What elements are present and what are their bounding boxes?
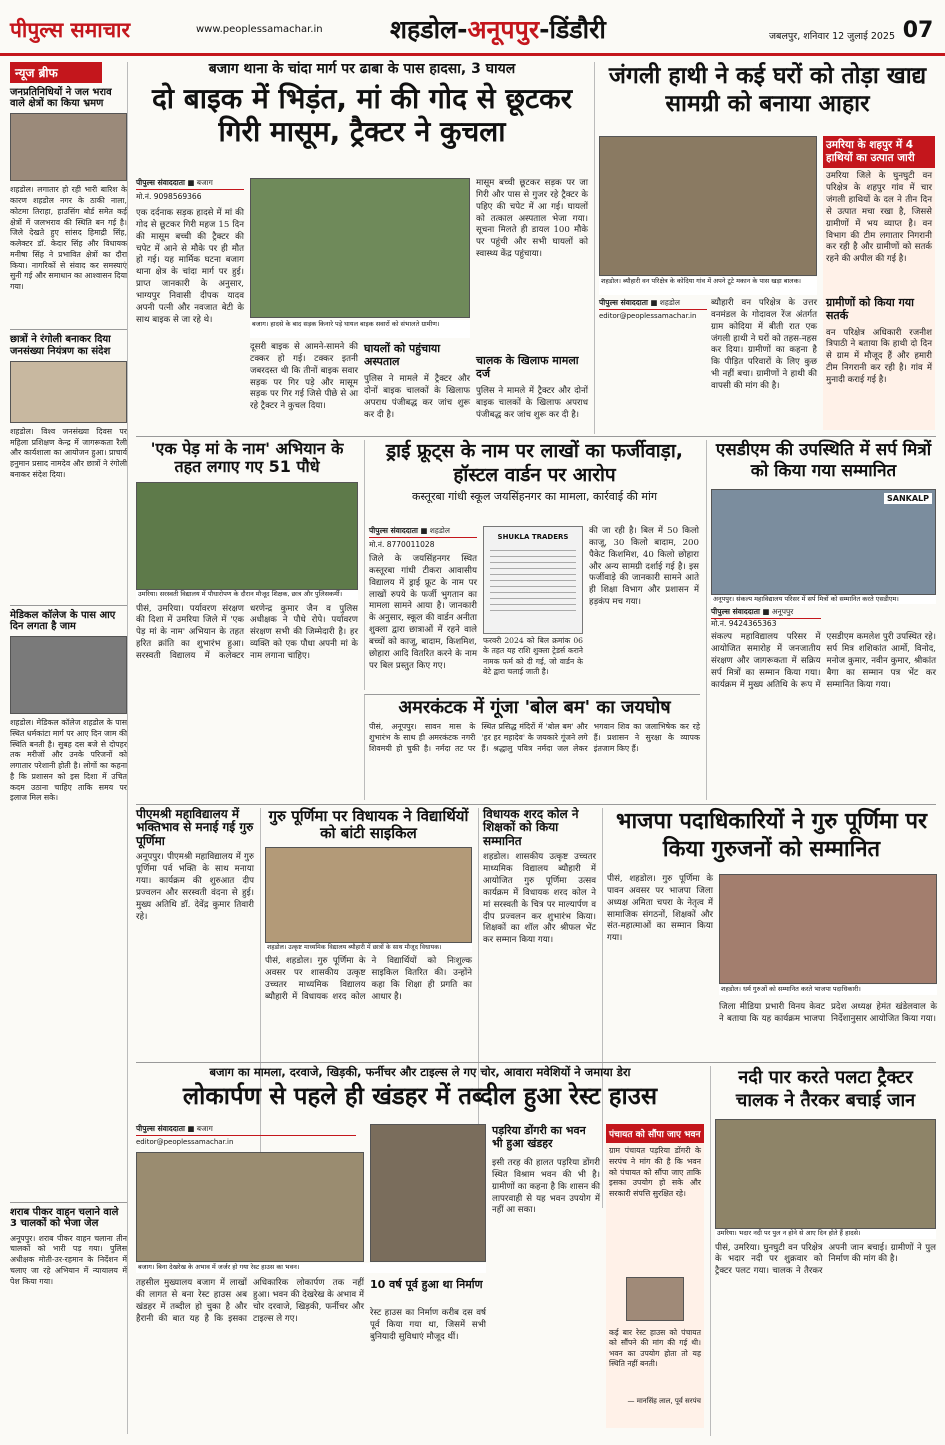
a10-caption: शहडोल। धर्म गुरुओं को सम्मानित करते भाजपा पदाधिकारी। [719, 985, 937, 995]
article-bike-accident [136, 62, 588, 434]
brief2-title: छात्रों ने रंगोली बनाकर दिया जनसंख्या नियंत्रण का संदेश [10, 329, 127, 356]
brief4-body: अनूपपुर। शराब पीकर वाहन चलाना तीन चालकों को भारी पड़ गया। पुलिस अधीक्षक मोती-उर-रहमान के निर्देशन में चलाए जा रहे अभियान में न्यायालय में पेश किया गया। [10, 1233, 127, 1286]
article-tractor-river [710, 1066, 936, 1436]
a1-col1: एक दर्दनाक सड़क हादसे में मां की गोद से छूटकर गिरी महज 15 दिन की मासूम बच्ची की ट्रैक्टर की चपेट में आने से मौके पर ही मौत हो गई। यह मार्मिक घटना बजाग थाना क्षेत्र के चांदा मार्ग पर हुई। प्राप्त जानकारी के अनुसार, भाग्यपुर निवासी दीपक यादव अपनी पत्नी और नवजात बेटी के साथ बाइक से जा रहे थे। [136, 208, 244, 325]
a4-byline-place: शहडोल [429, 526, 450, 535]
a1-sub2: चालक के खिलाफ मामला दर्ज [476, 354, 579, 381]
sidebar-label: न्यूज ब्रीफ [10, 62, 102, 83]
a1-sub1: घायलों को पहुंचाया अस्पताल [364, 342, 441, 369]
a6-headline: अमरकंटक में गूंजा 'बोल बम' का जयघोष [398, 697, 671, 718]
page-number: 07 [902, 18, 934, 43]
a2-byline: पीपुल्स संवाददाता ■ शहडोल [599, 298, 707, 310]
a11-email: editor@peoplessamachar.in [136, 1138, 234, 1146]
a7-headline: पीएमश्री महाविद्यालय में भक्तिभाव से मनाई गई गुरु पूर्णिमा [136, 807, 254, 848]
a11-box-body: ग्राम पंचायत पड़रिया डोंगरी के सरपंच ने मांग की है कि भवन को पंचायत को सौंपा जाए ताकि इसका उपयोग हो सके और सरकारी संपत्ति सुरक्षित रहे। [609, 1146, 701, 1198]
a3-headline: 'एक पेड़ मां के नाम' अभियान के तहत लगाए गए 51 पौधे [150, 439, 344, 476]
a10-body2: जिला मीडिया प्रभारी विनय केवट ने बताया कि यह कार्यक्रम भाजपा प्रदेश अध्यक्ष हेमंत खंडेलवाल के निर्देशानुसार आयोजित किया गया। [719, 1002, 937, 1024]
a10-body: पीसं, शहडोल। गुरु पूर्णिमा के पावन अवसर पर भाजपा जिला अध्यक्ष अमिता चपरा के नेतृत्व में सामाजिक संगठनों, शिक्षकों और संत-महात्माओं का सम्मान किया गया। [607, 874, 713, 944]
a5-caption: अनूपपुर। संकल्प महाविद्यालय परिसर में सर्प मित्रों को सम्मानित करते एसडीएम। [711, 595, 936, 605]
a2-sub-body: वन परिक्षेत्र अधिकारी रजनीश त्रिपाठी ने बताया कि हाथी दो दिन से ग्राम में मौजूद हैं और हमारी टीम निगरानी कर रही है। गांव में मुनादी कराई गई है। [826, 327, 932, 386]
section-title [390, 12, 710, 48]
a4-byline-name: पीपुल्स संवाददाता [369, 526, 418, 535]
a11-caption: बजाग। बिना देखरेख के अभाव में जर्जर हो गया रेस्ट हाउस का भवन। [136, 1263, 486, 1273]
a9-headline: विधायक शरद कोल ने शिक्षकों को किया सम्मानित [483, 807, 579, 848]
a11-sub2: पड़रिया डोंगरी का भवन भी हुआ खंडहर [492, 1124, 586, 1151]
a11-photo [136, 1152, 364, 1262]
a4-byline: पीपुल्स संवाददाता ■ शहडोल [369, 526, 477, 538]
article-amarkantak [364, 694, 700, 800]
logo [10, 16, 190, 46]
a11-sub-body: रेस्ट हाउस का निर्माण करीब दस वर्ष पूर्व किया गया था, जिसमें सभी बुनियादी सुविधाएं मौजूद थीं। [370, 1308, 486, 1342]
brief1-title: जनप्रतिनिधियों ने जल भराव वाले क्षेत्रों का किया भ्रमण [10, 87, 112, 110]
a1-photo [250, 178, 470, 318]
article-plantation [136, 440, 358, 800]
a11-byline: पीपुल्स संवाददाता ■ बजाग [136, 1124, 356, 1136]
a1-headline: दो बाइक में भिड़ंत, मां की गोद से छूटकर गिरी मासूम, ट्रैक्टर ने कुचला [151, 81, 573, 148]
brief2-photo [10, 361, 127, 423]
a1-mobile: मो.नं. 9098569366 [136, 192, 202, 201]
a1-col2b: पुलिस ने मामले में ट्रैक्टर और दोनों बाइक चालकों के खिलाफ अपराध पंजीबद्ध कर जांच शुरू कर दी है। [364, 374, 470, 420]
brief4-title: शराब पीकर वाहन चलाने वाले 3 चालकों को भेजा जेल [10, 1202, 127, 1229]
dateline: जबलपुर, शनिवार 12 जुलाई 2025 [769, 31, 895, 42]
a1-byline-name: पीपुल्स संवाददाता [136, 178, 185, 187]
a4-headline: ड्राई फ्रूट्स के नाम पर लाखों का फर्जीवाड़ा, हॉस्टल वार्डन पर आरोप [385, 440, 683, 486]
a2-headline: जंगली हाथी ने कई घरों को तोड़ा खाद्य सामग्री को बनाया आहार [608, 63, 927, 118]
a5-byline-name: पीपुल्स संवाददाता [711, 607, 760, 617]
a11-quote: कई बार रेस्ट हाउस को पंचायत को सौंपने की मांग की गई थी। भवन का उपयोग होता तो यह स्थिति नहीं बनती। [609, 1328, 701, 1369]
a11-quote-by: — मानसिंह लाल, पूर्व सरपंच [627, 1397, 701, 1405]
a11-box-head: पंचायत को सौंपा जाए भवन [606, 1124, 704, 1143]
section-mid: अनूपपुर [467, 15, 540, 44]
a1-col2: दूसरी बाइक से आमने-सामने की टक्कर हो गई। टक्कर इतनी जबरदस्त थी कि तीनों बाइक सवार सड़क पर गिर पड़े और मासूम सड़क पर गिर गई जिसे पीछे से आ रहे ट्रैक्टर ने कुचल दिया। [250, 342, 358, 412]
logo-text: पीपुल्स समाचार [10, 18, 131, 42]
brief2-body: शहडोल। विश्व जनसंख्या दिवस पर महिला प्रशिक्षण केन्द्र में जागरूकता रैली और कार्यशाला का आयोजन हुआ। प्राचार्य हनुमान प्रसाद नामदेव और छात्रों ने रंगोली बनाकर संदेश दिया। [10, 426, 127, 479]
a1-byline-place: बजाग [196, 178, 213, 187]
a3-caption: उमरिया। सरस्वती विद्यालय में पौधारोपण के दौरान मौजूद शिक्षक, छात्र और पुलिसकर्मी। [136, 590, 358, 600]
a8-caption: शहडोल। उत्कृष्ट माध्यमिक विद्यालय ब्यौहारी में छात्रों के साथ मौजूद विधायक। [265, 943, 472, 953]
a11-sub: 10 वर्ष पूर्व हुआ था निर्माण [370, 1278, 483, 1291]
a2-box-head: उमरिया के शहपुर में 4 हाथियों का उत्पात जारी [823, 136, 935, 168]
a6-body: पीसं, अनूपपुर। सावन मास के शुभारंभ के साथ ही अमरकंटक नगरी शिवमयी हो चुकी है। नर्मदा तट पर स्थित प्रसिद्ध मंदिरों में 'बोल बम' और 'हर हर महादेव' के जयकारे गूंजने लगे हैं। श्रद्धालु पवित्र नर्मदा जल लेकर भगवान शिव का जलाभिषेक कर रहे हैं। प्रशासन ने सुरक्षा के व्यापक इंतजाम किए हैं। [369, 722, 700, 753]
a4-bill-title: SHUKLA TRADERS [497, 533, 569, 541]
brief1-body: शहडोल। लगातार हो रही भारी बारिश के कारण शहडोल नगर के ठाकी नाला, कोटमा तिराहा, हाउसिंग बोर्ड समेत कई क्षेत्रों में जलभराव की स्थिति बन गई है। जिले देखते हुए सांसद हिमाद्री सिंह, कलेक्टर डॉ. केदार सिंह और विधायक मनीषा सिंह ने प्रभावित क्षेत्रों का दौरा किया। नागरिकों से संवाद कर समस्याएं सुनी गई और समाधान का आश्वासन दिया गया। [10, 185, 127, 292]
section-prefix: शहडोल- [390, 15, 468, 44]
brief3-body: शहडोल। मेडिकल कॉलेज शहडोल के पास स्थित धर्मकांटा मार्ग पर आए दिन जाम की स्थिति बनती है। सुबह दस बजे से दोपहर तक मरीजों और उनके परिजनों को लगातार परेशानी होती है। लोगों का कहना है कि प्रशासन को इस दिशा में उचित कदम उठाना चाहिए ताकि समय पर इलाज मिल सके। [10, 718, 128, 803]
a2-caption: शहडोल। ब्यौहारी वन परिक्षेत्र के कोदिया गांव में अपने टूटे मकान के पास खड़ा बालक। [599, 277, 817, 295]
a4-mobile: मो.नं. 8770011028 [369, 540, 435, 549]
a3-body: पीसं, उमरिया। पर्यावरण संरक्षण की दिशा में उमरिया जिले में 'एक पेड़ मां के नाम' अभियान के तहत हरित क्रांति का शुभारंभ हुआ। सरस्वती विद्यालय में कलेक्टर धरणेन्द्र कुमार जैन व पुलिस अधीक्षक ने पौधे रोपे। पर्यावरण संरक्षण सभी की जिम्मेदारी है। हर व्यक्ति को एक पौधा अपनी मां के नाम लगाना चाहिए। [136, 603, 358, 662]
a8-body: पीसं, शहडोल। गुरु पूर्णिमा के अवसर पर शासकीय उत्कृष्ट उच्चतर माध्यमिक विद्यालय ब्यौहारी में विधायक शरद कोल ने विद्यार्थियों को निःशुल्क साइकिल वितरित की। उन्होंने कहा कि शिक्षा ही प्रगति का आधार है। [265, 956, 472, 1002]
a11-byline-name: पीपुल्स संवाददाता [136, 1124, 185, 1133]
brief3-photo [10, 636, 127, 714]
a1-col3: मासूम बच्ची छूटकर सड़क पर जा गिरी और पास से गुजर रहे ट्रैक्टर के पहिए की चपेट में आ गई। घायलों को तत्काल अस्पताल भेजा गया। सूचना मिलते ही डायल 100 मौके पर पहुंची और सभी घायलों को स्वास्थ्य केंद्र पहुंचाया। [476, 178, 588, 260]
a4-bill-image [483, 526, 583, 634]
a11-box [606, 1124, 704, 1428]
a4-bill-caption: फरवरी 2024 को बिल क्रमांक 06 के तहत यह राशि शुक्ला ट्रेडर्स कराने नामक फर्म को दी गई, जो वार्डन के बेटे द्वारा चलाई जाती है। [483, 636, 583, 677]
a11-byline-place: बजाग [196, 1124, 213, 1133]
a5-headline: एसडीएम की उपस्थिति में सर्प मित्रों को किया गया सम्मानित [715, 440, 932, 482]
a1-byline: पीपुल्स संवाददाता ■ बजाग [136, 178, 244, 190]
a2-photo [599, 136, 817, 276]
a2-box-body: उमरिया जिले के घुनघुटी वन परिक्षेत्र के शहपुर गांव में चार जंगली हाथियों के दल ने तीन दिन से उत्पात मचा रखा है, जिससे ग्रामीणों में भय व्याप्त है। वन विभाग की टीम लगातार निगरानी कर रही है और ग्रामीणों को सतर्क रहने की अपील की गई है। [826, 171, 932, 265]
a1-col4: पुलिस ने मामले में ट्रैक्टर और दोनों बाइक चालकों के खिलाफ अपराध पंजीबद्ध कर जांच शुरू कर दी है। [476, 386, 588, 420]
a5-photo [711, 489, 936, 595]
a1-caption: बजाग। हादसे के बाद सड़क किनारे पड़े घायल बाइक सवारों को संभालते ग्रामीण। [250, 320, 470, 338]
article-rest-house [136, 1066, 704, 1436]
a10-photo [719, 874, 937, 984]
a2-byline-place: शहडोल [659, 298, 680, 307]
a11-quote-photo [626, 1277, 684, 1321]
a10-headline: भाजपा पदाधिकारियों ने गुरु पूर्णिमा पर किया गुरुजनों को सम्मानित [615, 809, 928, 863]
divider [136, 1062, 936, 1063]
a12-caption: उमरिया। भदार नदी पर पुल न होने से आए दिन होते हैं हादसे। [715, 1229, 936, 1239]
a5-banner: SANKALP [884, 493, 932, 504]
a3-photo [136, 482, 358, 590]
a12-photo [715, 1119, 936, 1229]
a11-photo2 [370, 1124, 486, 1262]
a5-byline: पीपुल्स संवाददाता ■ अनूपपुर [711, 607, 821, 619]
a11-headline: लोकार्पण से पहले ही खंडहर में तब्दील हुआ रेस्ट हाउस [182, 1081, 658, 1110]
a12-headline: नदी पार करते पलटा ट्रैक्टर चालक ने तैरकर बचाई जान [735, 1067, 916, 1112]
a9-body: शहडोल। शासकीय उत्कृष्ट उच्चतर माध्यमिक विद्यालय ब्यौहारी में आयोजित गुरु पूर्णिमा उत्सव कार्यक्रम में विधायक शरद कोल ने मां सरस्वती के चित्र पर माल्यार्पण व दीप प्रज्वलन कर शुभारंभ किया। शिक्षकों का शॉल और श्रीफल भेंट कर सम्मान किया गया। [483, 852, 596, 946]
brief3-title: मेडिकल कॉलेज के पास आए दिन लगता है जाम [10, 605, 127, 632]
a5-mobile: मो.नं. 9424365363 [711, 619, 777, 629]
brief1-photo [10, 113, 127, 181]
a2-body: ब्यौहारी वन परिक्षेत्र के उत्तर वनमंडल के गोदावल रेंज अंतर्गत ग्राम कोदिया में बीती रात एक जंगली हाथी ने घरों को तहस-नहस कर दिया। ग्रामीणों का कहना है कि पीड़ित परिवारों के लिए कुछ भी नहीं बचा। ग्रामीणों ने हाथी की वापसी की मांग की है। [711, 298, 817, 392]
news-brief-sidebar [10, 62, 128, 1434]
a4-deck: कस्तूरबा गांधी स्कूल जयसिंहनगर का मामला, कार्रवाई की मांग [411, 489, 658, 503]
a2-box [823, 136, 935, 430]
a7-body: अनूपपुर। पीएमश्री महाविद्यालय में गुरु पूर्णिमा पर्व भक्ति के साथ मनाया गया। कार्यक्रम की शुरुआत दीप प्रज्वलन और सरस्वती वंदना से हुई। मुख्य अतिथि डॉ. देवेंद्र कुमार तिवारी रहे। [136, 852, 254, 922]
a11-kicker: बजाग का मामला, दरवाजे, खिड़की, फर्नीचर और टाइल्स ले गए चोर, आवारा मवेशियों ने जमाया डेरा [209, 1065, 631, 1079]
a2-byline-name: पीपुल्स संवाददाता [599, 298, 648, 307]
masthead [0, 0, 945, 56]
article-snake-friends [706, 440, 936, 800]
a12-body: पीसं, उमरिया। घुनघुटी वन परिक्षेत्र के भदार नदी पर शुक्रवार को ट्रैक्टर पलट गया। चालक ने तैरकर अपनी जान बचाई। ग्रामीणों ने पुल निर्माण की मांग की है। [715, 1242, 936, 1277]
a4-body: जिले के जयसिंहनगर स्थित कस्तूरबा गांधी टीकरा आवासीय विद्यालय में ड्राई फ्रूट के नाम पर लाखों रुपये के फर्जी भुगतान का मामला सामने आया है। जानकारी के अनुसार, स्कूल की वार्डन अनीता शुक्ला द्वारा छात्राओं में रहने वाले बच्चों को काजू, बादाम, किशमिश, छोहारा आदि वितरित करने के नाम पर बिल प्रस्तुत किए गए। [369, 554, 477, 671]
a5-byline-place: अनूपपुर [771, 607, 794, 617]
section-suffix: -डिंडौरी [539, 15, 606, 44]
a4-body2: की जा रही है। बिल में 50 किलो काजू, 30 किलो बादाम, 200 पैकेट किशमिश, 40 किलो छोहारा और अन्य सामग्री दर्शाई गई है। इस फर्जीवाड़े की जानकारी सामने आते ही शिक्षा विभाग और प्रशासन में हड़कंप मच गया। [589, 526, 699, 608]
a2-email: editor@peoplessamachar.in [599, 312, 697, 320]
article-dryfruit-fraud [364, 440, 700, 690]
a11-body2: इसी तरह की हालत पड़रिया डोंगरी स्थित विश्राम भवन की भी है। ग्रामीणों का कहना है कि शासन की लापरवाही से यह भवन उपयोग में नहीं आ सका। [492, 1158, 600, 1216]
a2-sub: ग्रामीणों को किया गया सतर्क [826, 296, 915, 323]
site-url: www.peoplessamachar.in [196, 24, 323, 35]
divider [136, 436, 936, 437]
a8-photo [265, 847, 472, 943]
article-elephant [594, 62, 936, 434]
a1-kicker: बजाग थाना के चांदा मार्ग पर ढाबा के पास हादसा, 3 घायल [208, 61, 516, 77]
a5-body: संकल्प महाविद्यालय परिसर में आयोजित समारोह में जनजातीय संरक्षण और जागरूकता में सक्रिय सर्प मित्रों का सम्मान किया गया। कार्यक्रम में मुख्य अतिथि के रूप में एसडीएम कमलेश पुरी उपस्थित रहे। सर्प मित्र शशिकांत आर्मो, विनोद, मनोज कुमार, नवीन कुमार, श्रीकांत बैगा का सम्मान पत्र भेंट कर सम्मानित किया गया। [711, 632, 936, 690]
a11-body: तहसील मुख्यालय बजाग में लाखों की लागत से बना रेस्ट हाउस अब खंडहर में तब्दील हो चुका है और हैरानी की बात यह है कि इसका अधिकारिक लोकार्पण तक नहीं हुआ। भवन की देखरेख के अभाव में चोर दरवाजे, खिड़की, फर्नीचर और टाइल्स ले गए। [136, 1278, 364, 1324]
a8-headline: गुरु पूर्णिमा पर विधायक ने विद्यार्थियों को बांटी साइकिल [268, 807, 469, 842]
divider [136, 804, 936, 805]
